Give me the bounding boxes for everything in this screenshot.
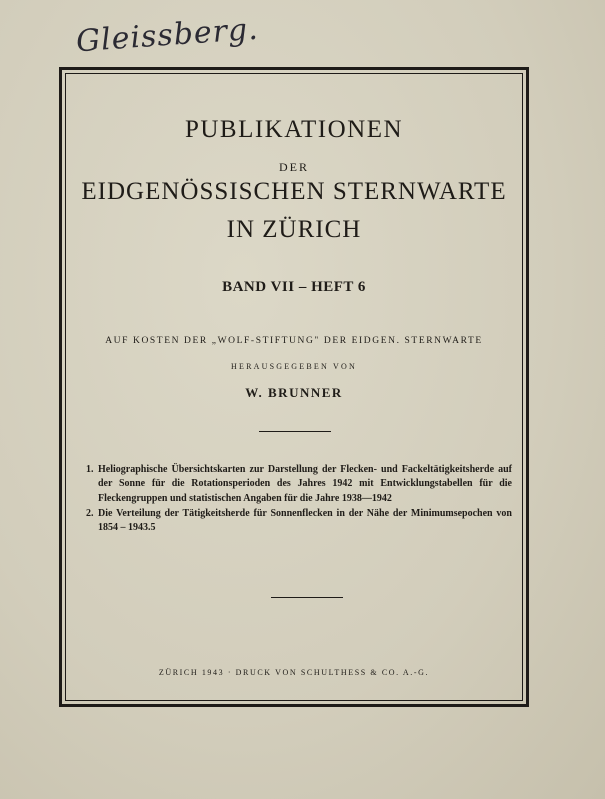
title-line-2: DER bbox=[279, 160, 309, 174]
volume-issue: BAND VII – HEFT 6 bbox=[222, 279, 366, 295]
handwritten-signature: Gleissberg. bbox=[75, 11, 260, 60]
contents-item-text: Die Verteilung der Tätigkeitsherde für Sonnenflecken in der Nähe der Minimumsepochen von 1854 – 1943.5 bbox=[98, 507, 512, 534]
contents-item-number: 1. bbox=[86, 464, 94, 475]
imprint: ZÜRICH 1943 · DRUCK VON SCHULTHESS & CO. A.-G. bbox=[158, 668, 430, 677]
contents-item-text: Heliographische Übersichtskarten zur Darstellung der Flecken- und Fackeltätigkeitsherde auf der Sonne für die Rotationsperioden des Jahres 1942 mit Entwicklungstabellen für die Fleckengruppen und statistischen Angaben für die Jahre 1938—1942 bbox=[98, 464, 512, 504]
divider-top bbox=[259, 431, 331, 432]
title-page bbox=[66, 74, 522, 700]
editor-name: W. BRUNNER bbox=[245, 385, 343, 400]
funding-note: AUF KOSTEN DER „WOLF-STIFTUNG" DER EIDGEN. STERNWARTE bbox=[105, 336, 483, 346]
contents-item-number: 2. bbox=[86, 507, 94, 519]
contents-list bbox=[86, 463, 512, 536]
title-line-4: IN ZÜRICH bbox=[226, 216, 362, 243]
editor-label: HERAUSGEGEBEN VON bbox=[231, 362, 357, 371]
title-line-3: EIDGENÖSSISCHEN STERNWARTE bbox=[81, 178, 507, 205]
contents-item bbox=[86, 463, 512, 506]
contents-item bbox=[86, 507, 512, 536]
title-line-1: PUBLIKATIONEN bbox=[184, 116, 404, 143]
divider-bottom bbox=[271, 597, 343, 598]
